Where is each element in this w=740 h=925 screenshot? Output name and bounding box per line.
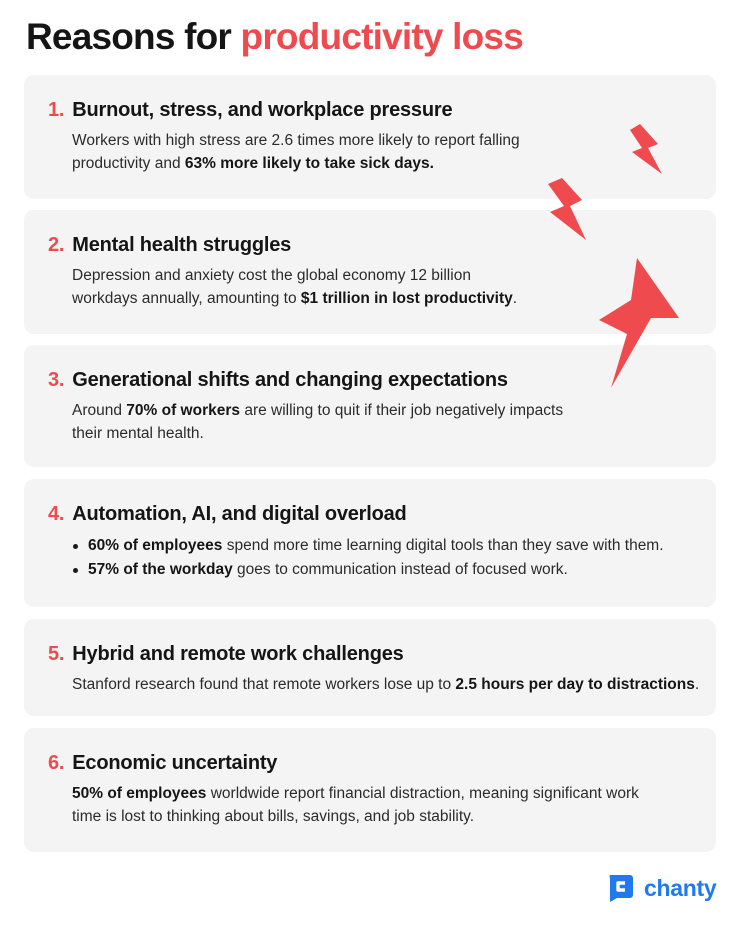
reason-number: 1. — [48, 99, 65, 121]
reason-heading-2 — [48, 234, 291, 257]
reason-heading-4 — [48, 503, 407, 526]
reason-title: Hybrid and remote work challenges — [72, 643, 404, 665]
reason-card-1 — [24, 75, 716, 199]
reason-heading-6 — [48, 752, 277, 775]
reason-card-5 — [24, 619, 716, 716]
bullet-text: spend more time learning digital tools than they save with them. — [222, 537, 664, 554]
body-text: . — [694, 676, 700, 693]
reason-title: Burnout, stress, and workplace pressure — [72, 99, 453, 121]
bullet-highlight: 57% of the workday — [88, 561, 233, 578]
body-text: Workers with high stress are 2.6 times more likely to report falling productivity and — [72, 132, 520, 172]
reason-body-2 — [72, 264, 532, 310]
body-highlight: $1 trillion in lost productivity — [300, 290, 513, 307]
bullet-list — [72, 534, 664, 582]
reason-number: 5. — [48, 643, 65, 665]
reason-heading-1 — [48, 99, 452, 122]
reason-number: 6. — [48, 752, 65, 774]
reason-card-6 — [24, 728, 716, 852]
reason-body-6 — [72, 782, 662, 828]
reason-heading-5 — [48, 643, 404, 666]
body-text: worldwide report financial distraction, meaning significant work time is lost to thinking about bills, savings, and job stability. — [72, 785, 639, 825]
bullet-item — [72, 534, 664, 558]
brand-logo — [605, 873, 716, 903]
reason-title: Generational shifts and changing expectations — [72, 369, 508, 391]
reason-heading-3 — [48, 369, 508, 392]
bullet-highlight: 60% of employees — [88, 537, 223, 554]
reason-title: Automation, AI, and digital overload — [72, 503, 407, 525]
reason-number: 4. — [48, 503, 65, 525]
brand-name: chanty — [644, 874, 717, 901]
reason-body-1 — [72, 129, 542, 175]
page-title — [26, 16, 523, 58]
reason-body-3 — [72, 399, 592, 445]
lightning-bolt-icon — [546, 176, 590, 244]
reason-body-5 — [72, 673, 712, 696]
reason-number: 2. — [48, 234, 65, 256]
bullet-item — [72, 558, 664, 582]
chanty-logo-icon — [605, 873, 635, 903]
title-accent: productivity loss — [240, 16, 523, 57]
body-text: are willing to quit if their job negatively impacts their mental health. — [72, 402, 564, 442]
body-text: Depression and anxiety cost the global economy 12 billion workdays annually, amounting to — [72, 267, 471, 307]
body-text: Stanford research found that remote workers lose up to — [72, 676, 456, 693]
bullet-text: goes to communication instead of focused work. — [232, 561, 568, 578]
title-main: Reasons for — [26, 16, 241, 57]
body-highlight: 50% of employees — [72, 785, 207, 802]
lightning-bolt-icon — [628, 122, 664, 180]
body-highlight: 2.5 hours per day to distractions — [455, 676, 695, 693]
reason-card-4 — [24, 479, 716, 607]
reason-title: Economic uncertainty — [72, 752, 278, 774]
body-highlight: 70% of workers — [126, 402, 241, 419]
reason-title: Mental health struggles — [72, 234, 292, 256]
body-text: . — [512, 290, 518, 307]
body-highlight: 63% more likely to take sick days. — [184, 155, 434, 172]
reason-number: 3. — [48, 369, 65, 391]
body-text: Around — [72, 402, 127, 419]
lightning-bolt-icon — [597, 256, 681, 390]
